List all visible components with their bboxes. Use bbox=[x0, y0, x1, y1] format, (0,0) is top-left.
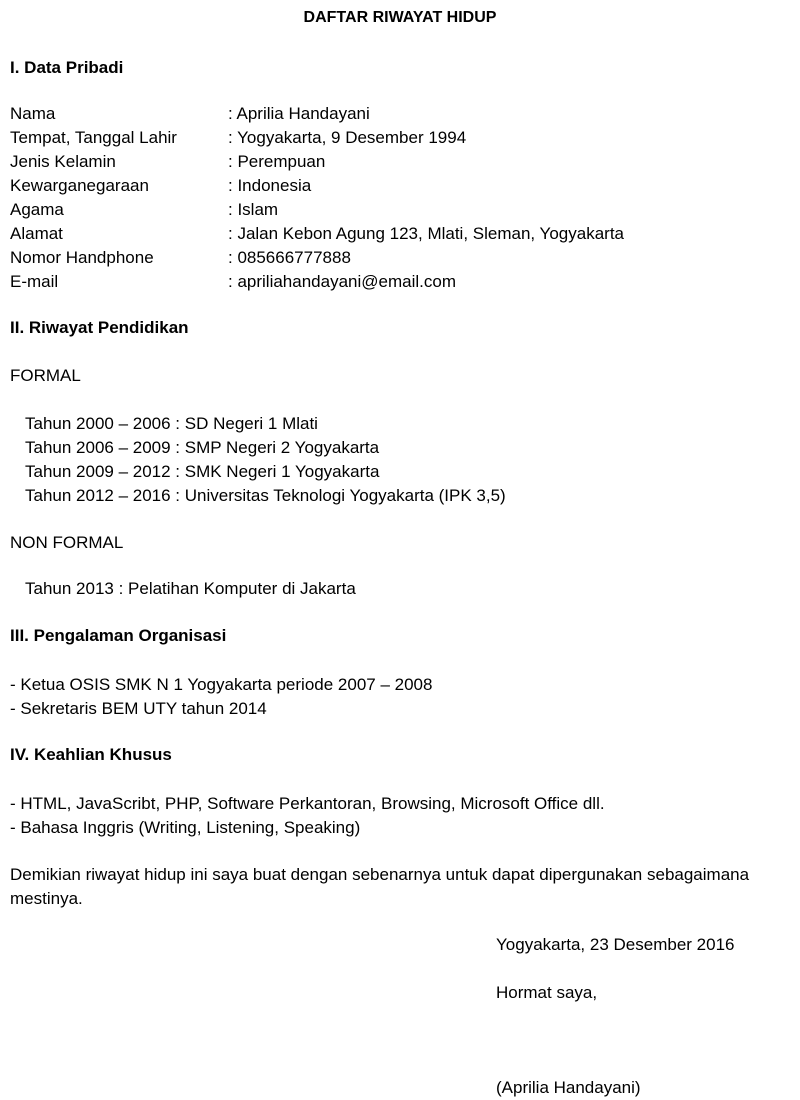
education-formal-item: Tahun 2000 – 2006 : SD Negeri 1 Mlati bbox=[25, 414, 318, 433]
field-label: Agama bbox=[10, 200, 64, 219]
personal-field-row bbox=[10, 174, 790, 198]
field-value: : Yogyakarta, 9 Desember 1994 bbox=[228, 128, 467, 147]
personal-field-row bbox=[10, 246, 790, 270]
field-value: : 085666777888 bbox=[228, 248, 351, 267]
field-value: : Aprilia Handayani bbox=[228, 104, 370, 123]
education-formal-item: Tahun 2006 – 2009 : SMP Negeri 2 Yogyakarta bbox=[25, 438, 380, 457]
field-label: Alamat bbox=[10, 224, 63, 243]
field-label: Kewarganegaraan bbox=[10, 176, 149, 195]
field-value: : Jalan Kebon Agung 123, Mlati, Sleman, Yogyakarta bbox=[228, 224, 624, 243]
education-formal-item: Tahun 2012 – 2016 : Universitas Teknologi Yogyakarta (IPK 3,5) bbox=[25, 486, 506, 505]
personal-field-row bbox=[10, 102, 790, 126]
signature-place-date: Yogyakarta, 23 Desember 2016 bbox=[496, 935, 735, 954]
field-value: : Indonesia bbox=[228, 176, 312, 195]
personal-field-row bbox=[10, 222, 790, 246]
field-label: Nomor Handphone bbox=[10, 248, 154, 267]
section-heading-organization: III. Pengalaman Organisasi bbox=[10, 626, 227, 645]
personal-field-row bbox=[10, 198, 790, 222]
personal-field-row bbox=[10, 126, 790, 150]
skill-item: - Bahasa Inggris (Writing, Listening, Speaking) bbox=[10, 818, 361, 837]
field-label: E-mail bbox=[10, 272, 59, 291]
field-value: : Perempuan bbox=[228, 152, 326, 171]
formal-label: FORMAL bbox=[10, 366, 81, 385]
skill-item: - HTML, JavaScribt, PHP, Software Perkantoran, Browsing, Microsoft Office dll. bbox=[10, 794, 605, 813]
education-formal-item: Tahun 2009 – 2012 : SMK Negeri 1 Yogyakarta bbox=[25, 462, 380, 481]
document-title: DAFTAR RIWAYAT HIDUP bbox=[303, 9, 497, 26]
field-label: Nama bbox=[10, 104, 56, 123]
field-value: : apriliahandayani@email.com bbox=[228, 272, 456, 291]
organization-item: - Sekretaris BEM UTY tahun 2014 bbox=[10, 699, 267, 718]
personal-field-row bbox=[10, 150, 790, 174]
education-nonformal-item: Tahun 2013 : Pelatihan Komputer di Jakarta bbox=[25, 579, 356, 598]
field-label: Tempat, Tanggal Lahir bbox=[10, 128, 177, 147]
signature-regards: Hormat saya, bbox=[496, 983, 598, 1002]
section-heading-skills: IV. Keahlian Khusus bbox=[10, 745, 172, 764]
field-value: : Islam bbox=[228, 200, 279, 219]
personal-field-row bbox=[10, 270, 790, 294]
closing-statement-line: Demikian riwayat hidup ini saya buat dengan sebenarnya untuk dapat dipergunakan sebagaimana bbox=[10, 865, 750, 884]
section-heading-education: II. Riwayat Pendidikan bbox=[10, 318, 189, 337]
field-label: Jenis Kelamin bbox=[10, 152, 116, 171]
nonformal-label: NON FORMAL bbox=[10, 533, 124, 552]
signature-name: (Aprilia Handayani) bbox=[496, 1078, 641, 1097]
organization-item: - Ketua OSIS SMK N 1 Yogyakarta periode 2007 – 2008 bbox=[10, 675, 433, 694]
section-heading-personal: I. Data Pribadi bbox=[10, 58, 124, 77]
closing-statement-line: mestinya. bbox=[10, 889, 83, 908]
